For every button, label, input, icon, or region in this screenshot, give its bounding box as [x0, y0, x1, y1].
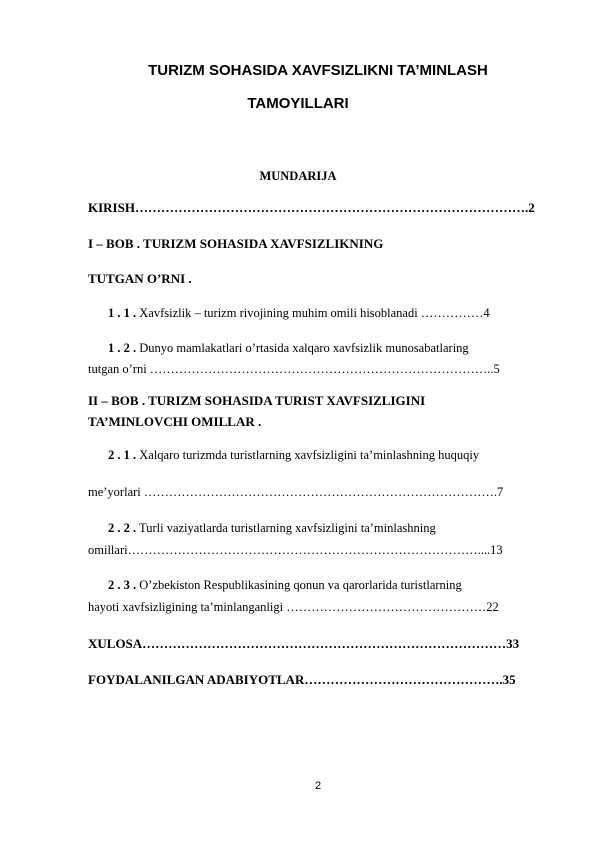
toc-entry-2-2-line-2: omillari…………………………………………………………………………....13	[88, 543, 503, 557]
toc-chapter-2-line-1: II – BOB . TURIZM SOHASIDA TURIST XAVFSIZLIGINI	[88, 393, 426, 408]
toc-entry-2-3-line-2: hayoti xavfsizligining ta’minlanganligi …………………………………………22	[88, 600, 499, 614]
document-title-line-1: TURIZM SOHASIDA XAVFSIZLIKNI TA’MINLASH	[148, 62, 488, 79]
section-number: 1 . 2 .	[108, 341, 137, 355]
table-of-contents-heading: MUNDARIJA	[259, 169, 337, 183]
toc-entry-kirish: KIRISH……………………………………………………………………………….2	[88, 200, 535, 215]
toc-entry-1-2	[108, 341, 469, 356]
page-number: 2	[314, 780, 322, 792]
section-title: Xalqaro turizmda turistlarning xavfsizligini ta’minlashning huquqiy	[136, 448, 480, 462]
toc-chapter-1-line-1: I – BOB . TURIZM SOHASIDA XAVFSIZLIKNING	[88, 236, 384, 251]
toc-entry-2-1	[108, 448, 479, 463]
toc-chapter-1-line-2: TUTGAN O’RNI .	[88, 271, 192, 286]
toc-entry-2-1-line-2: me’yorlari ………………………………………………………………………….7	[88, 485, 504, 499]
section-title: Turli vaziyatlarda turistlarning xavfsizligini ta’minlashning	[136, 521, 436, 535]
toc-entry-2-3	[108, 578, 462, 593]
section-number: 1 . 1 .	[108, 306, 137, 320]
toc-entry-1-1	[108, 306, 490, 321]
section-number: 2 . 3 .	[108, 578, 137, 592]
toc-entry-2-2	[108, 521, 436, 536]
toc-entry-xulosa: XULOSA…………………………………………………………………………33	[88, 636, 520, 651]
toc-entry-1-2-line-2: tutgan o’rni ………………………………………………………………………..5	[88, 362, 500, 376]
toc-chapter-2-line-2: TA’MINLOVCHI OMILLAR .	[88, 414, 262, 429]
section-number: 2 . 2 .	[108, 521, 137, 535]
section-title: Xavfsizlik – turizm rivojining muhim omili hisoblanadi ……………4	[136, 306, 490, 320]
toc-entry-adabiyotlar: FOYDALANILGAN ADABIYOTLAR……………………………………….35	[88, 672, 516, 687]
document-title-line-2: TAMOYILLARI	[247, 95, 349, 112]
section-number: 2 . 1 .	[108, 448, 137, 462]
section-title: Dunyo mamlakatlari o’rtasida xalqaro xavfsizlik munosabatlaring	[136, 341, 469, 355]
section-title: O’zbekiston Respublikasining qonun va qarorlarida turistlarning	[136, 578, 462, 592]
